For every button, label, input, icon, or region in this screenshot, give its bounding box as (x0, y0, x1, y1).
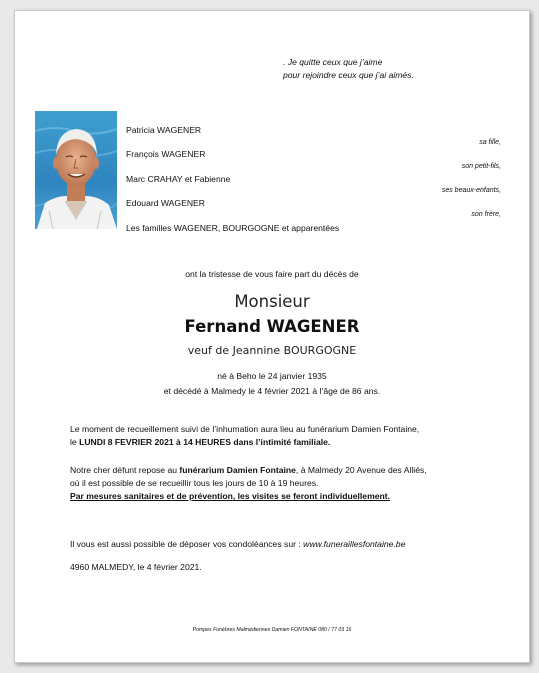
rest-line-1 (70, 464, 427, 477)
rest-line-1-suffix: , à Malmedy 20 Avenue des Alliés, (295, 465, 427, 475)
announcement-text: ont la tristesse de vous faire part du décès de (185, 269, 359, 279)
death-line: et décédé à Malmedy le 4 février 2021 à l’âge de 86 ans. (163, 386, 381, 396)
ceremony-date-time: LUNDI 8 FEVRIER 2021 à 14 HEURES dans l’intimité familiale. (79, 437, 331, 447)
family-member-name: Edouard WAGENER (126, 198, 205, 208)
rest-paragraph (70, 464, 427, 503)
family-member-name: Patricia WAGENER (126, 125, 202, 135)
quote (283, 56, 414, 82)
ceremony-line-2 (70, 436, 419, 449)
family-member-relation: son petit-fils, (461, 163, 501, 170)
place-date: 4960 MALMEDY, le 4 février 2021. (70, 562, 202, 572)
family-member-name: Marc CRAHAY et Fabienne (126, 174, 231, 184)
quote-line-1: . Je quitte ceux que j’aime (283, 57, 383, 67)
quote-line-2: pour rejoindre ceux que j’ai aimés. (283, 70, 414, 80)
condolences-prefix: Il vous est aussi possible de déposer vos condoléances sur : (70, 539, 304, 549)
death-notice-page (14, 10, 530, 663)
ceremony-paragraph (70, 423, 419, 449)
rest-line-2: où il est possible de se recueillir tous les jours de 10 à 19 heures. (70, 478, 319, 488)
family-member-name: François WAGENER (126, 149, 206, 159)
family-member-relation: ses beaux-enfants, (441, 187, 501, 194)
deceased-name: Fernand WAGENER (184, 317, 360, 336)
sanitary-measures-notice: Par mesures sanitaires et de prévention, les visites se feront individuellement. (70, 491, 390, 501)
portrait-photo (35, 111, 117, 229)
families-line: Les familles WAGENER, BOURGOGNE et apparentées (126, 223, 340, 233)
widower-line: veuf de Jeannine BOURGOGNE (187, 344, 357, 357)
condolences-line (70, 538, 405, 551)
family-member-relation: sa fille, (479, 139, 501, 146)
birth-line: né à Beho le 24 janvier 1935 (217, 371, 327, 381)
portrait-photo-image (35, 111, 117, 229)
ceremony-line-2-prefix: le (70, 437, 80, 447)
condolences-url: www.funeraillesfontaine.be (303, 539, 406, 549)
rest-line-1-prefix: Notre cher défunt repose au (70, 465, 180, 475)
footer-funeral-home: Pompes Funèbres Malmédiennes Damien FONTAINE 080 / 77 03 16 (192, 627, 352, 633)
deceased-title: Monsieur (234, 292, 310, 311)
family-member-relation: son frère, (471, 211, 501, 218)
ceremony-line-1: Le moment de recueillement suivi de l’inhumation aura lieu au funérarium Damien Fontaine, (70, 424, 420, 434)
funeral-home-name: funérarium Damien Fontaine (179, 465, 296, 475)
